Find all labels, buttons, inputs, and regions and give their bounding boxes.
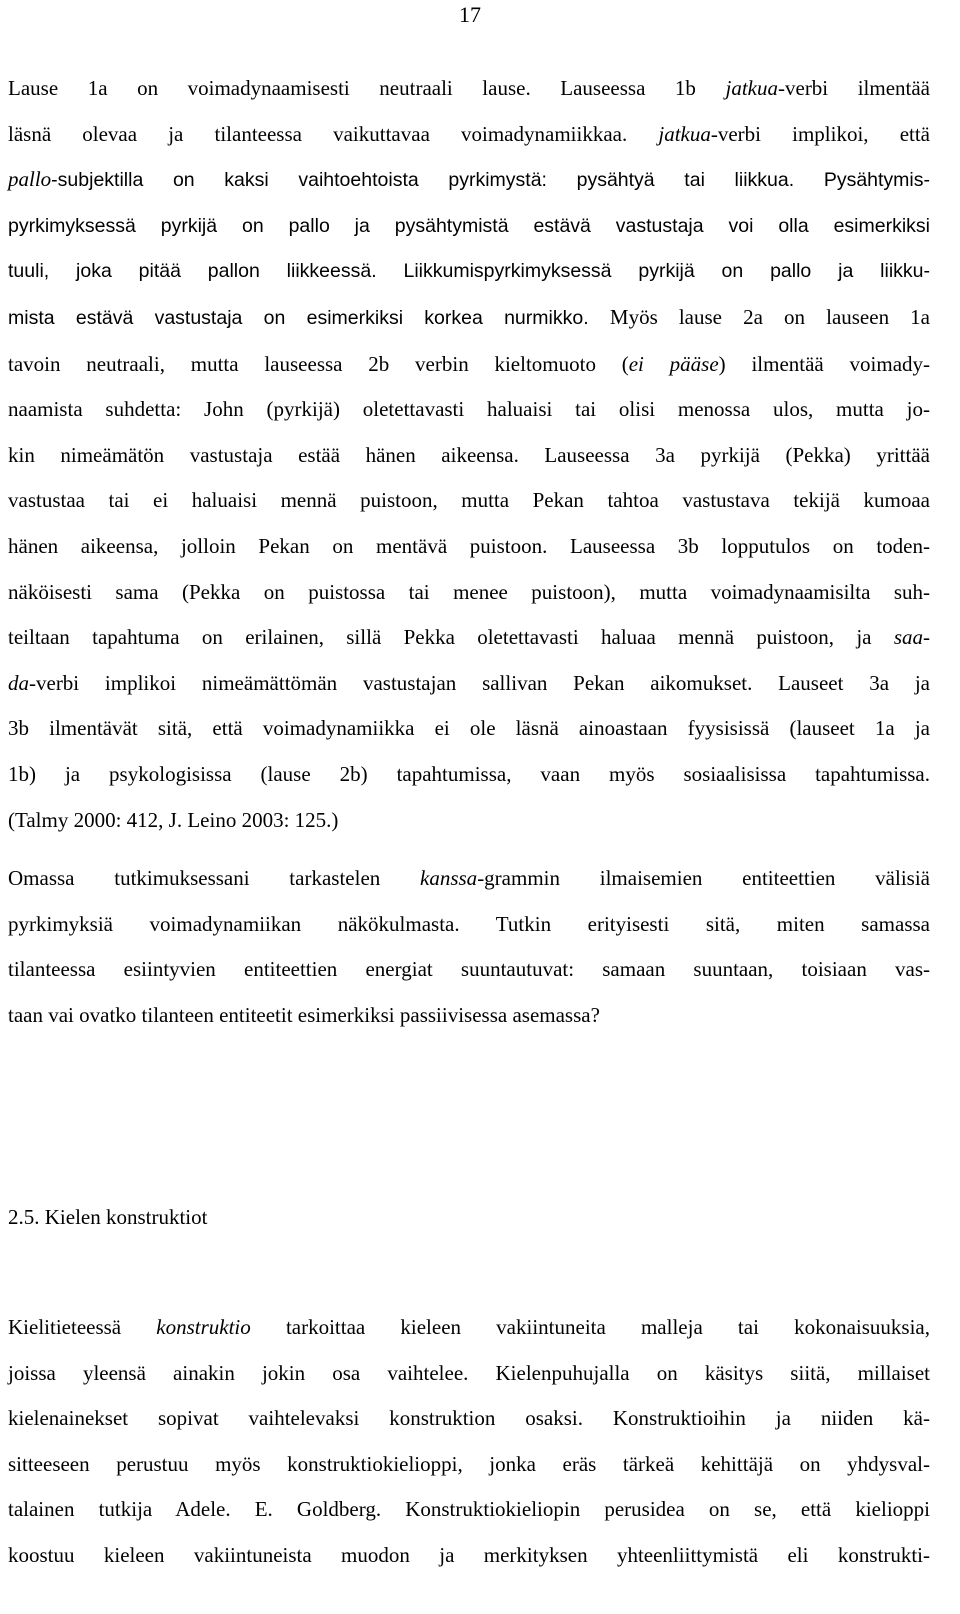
text-line: talainen tutkija Adele. E. Goldberg. Konstruktiokieliopin perusidea on se, että kielioppi <box>8 1497 930 1522</box>
text-line: teiltaan tapahtuma on erilainen, sillä Pekka oletettavasti haluaa mennä puistoon, ja saa- <box>8 625 930 650</box>
text-line: taan vai ovatko tilanteen entiteetit esimerkiksi passiivisessa asemassa? <box>8 1002 600 1027</box>
text-line: vastustaa tai ei haluaisi mennä puistoon, mutta Pekan tahtoa vastustava tekijä kumoaa <box>8 488 930 513</box>
text-line: pyrkimyksessä pyrkijä on pallo ja pysähtymistä estävä vastustaja voi olla esimerkiksi <box>8 214 930 237</box>
text-line: pallo-subjektilla on kaksi vaihtoehtoista pyrkimystä: pysähtyä tai liikkua. Pysähtymis- <box>8 167 930 192</box>
text-line: joissa yleensä ainakin jokin osa vaihtelee. Kielenpuhujalla on käsitys siitä, millaiset <box>8 1360 930 1385</box>
text-line: sitteeseen perustuu myös konstruktiokielioppi, jonka eräs tärkeä kehittäjä on yhdysval- <box>8 1451 930 1476</box>
text-line: 1b) ja psykologisissa (lause 2b) tapahtumissa, vaan myös sosiaalisissa tapahtumissa. <box>8 761 930 786</box>
text-line: tavoin neutraali, mutta lauseessa 2b verbin kieltomuoto (ei pääse) ilmentää voimady- <box>8 351 931 376</box>
text-line: da-verbi implikoi nimeämättömän vastustajan sallivan Pekan aikomukset. Lauseet 3a ja <box>8 670 930 695</box>
paragraph-own-research <box>8 856 930 1038</box>
section-heading: 2.5. Kielen konstruktiot <box>8 1205 208 1229</box>
paragraph-constructions <box>8 1305 930 1579</box>
text-line: läsnä olevaa ja tilanteessa vaikuttavaa voimadynamiikkaa. jatkua-verbi implikoi, että <box>8 121 930 146</box>
text-line: tuuli, joka pitää pallon liikkeessä. Liikkumispyrkimyksessä pyrkijä on pallo ja liikku- <box>8 260 930 283</box>
paragraph-force-dynamics <box>8 66 930 843</box>
text-line: Lause 1a on voimadynaamisesti neutraali lause. Lauseessa 1b jatkua-verbi ilmentää <box>8 76 930 100</box>
text-line: tilanteessa esiintyvien entiteettien energiat suuntautuvat: samaan suuntaan, toisiaan vas- <box>8 957 930 982</box>
text-line: mista estävä vastustaja on esimerkiksi korkea nurmikko. Myös lause 2a on lauseen 1a <box>8 304 930 329</box>
text-line: näköisesti sama (Pekka on puistossa tai menee puistoon), mutta voimadynaamisilta suh- <box>8 579 930 604</box>
text-line: 3b ilmentävät sitä, että voimadynamiikka ei ole läsnä ainoastaan fyysisissä (lauseet 1a ja <box>8 716 930 741</box>
text-line: koostuu kieleen vakiintuneista muodon ja merkityksen yhteenliittymistä eli konstrukti- <box>8 1542 930 1567</box>
text-line: kielenainekset sopivat vaihtelevaksi konstruktion osaksi. Konstruktioihin ja niiden kä- <box>8 1406 930 1431</box>
text-line: pyrkimyksiä voimadynamiikan näkökulmasta. Tutkin erityisesti sitä, miten samassa <box>8 911 930 936</box>
text-line: hänen aikeensa, jolloin Pekan on mentävä puistoon. Lauseessa 3b lopputulos on toden- <box>8 533 930 558</box>
text-line: Omassa tutkimuksessani tarkastelen kanssa-grammin ilmaisemien entiteettien välisiä <box>8 866 930 890</box>
text-line: naamista suhdetta: John (pyrkijä) oletettavasti haluaisi tai olisi menossa ulos, mutta jo- <box>8 397 930 422</box>
page-number: 17 <box>459 2 481 27</box>
text-line: Kielitieteessä konstruktio tarkoittaa kieleen vakiintuneita malleja tai kokonaisuuksia, <box>8 1315 930 1339</box>
text-line: (Talmy 2000: 412, J. Leino 2003: 125.) <box>8 807 339 832</box>
text-line: kin nimeämätön vastustaja estää hänen aikeensa. Lauseessa 3a pyrkijä (Pekka) yrittää <box>8 442 930 467</box>
